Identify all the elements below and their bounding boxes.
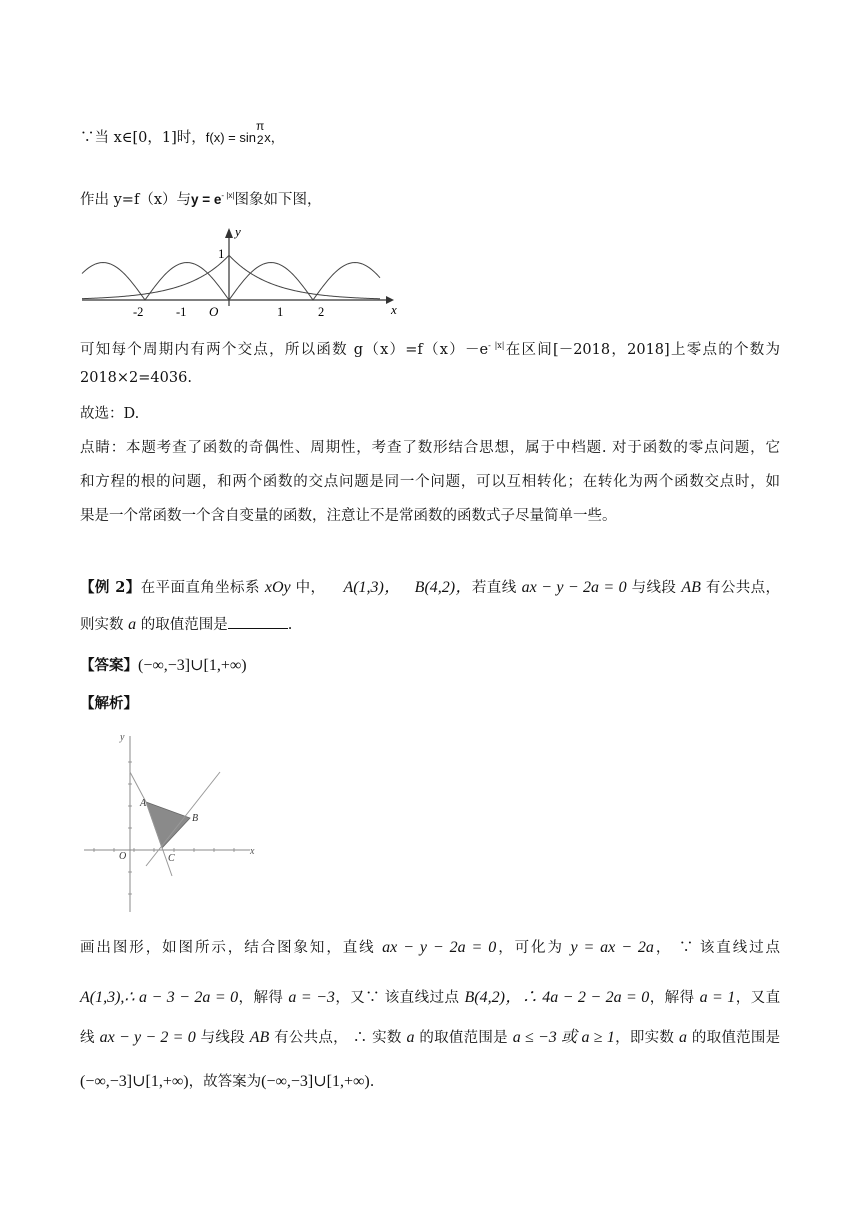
graph-y-label: y <box>235 224 241 239</box>
question-text-g: 的取值范围是 <box>136 617 228 633</box>
solution-line-3 <box>80 1028 780 1048</box>
answer-tag: 【答案】 <box>80 657 138 674</box>
graph-tick-1: 1 <box>277 305 284 319</box>
graph-tick-2: 2 <box>318 305 325 319</box>
region-y-label: y <box>120 732 125 743</box>
point-a: A(1,3)， <box>343 579 401 596</box>
solution-text-3a: 线 <box>80 1030 100 1046</box>
solution-var-a-2: a <box>678 1029 687 1046</box>
region-figure <box>80 726 260 916</box>
segment-ab: AB <box>681 579 701 596</box>
solution-line-2 <box>80 988 780 1008</box>
graph-curves <box>82 228 394 306</box>
solution-eq-1: ax − y − 2a = 0 <box>382 939 497 956</box>
solution-eq-5: ax − y − 2 = 0 <box>99 1029 196 1046</box>
conclusion-line-1 <box>80 336 780 360</box>
solution-text-3f: ，即实数 <box>614 1030 679 1046</box>
solution-eq-4: B(4,2)，∴ 4a − 2 − 2a = 0 <box>464 989 650 1006</box>
x-var: x， <box>264 130 284 145</box>
solution-result-2: a = 1 <box>699 989 736 1006</box>
question-text-a: 在平面直角坐标系 <box>140 580 265 596</box>
conclusion-line-2: 2018×2=4036. <box>80 370 192 386</box>
graph-y-arrow <box>225 228 233 238</box>
denominator-two: 2 <box>256 133 264 147</box>
question-text-f: 则实数 <box>80 617 129 633</box>
graph-curve-f <box>82 263 380 300</box>
condition-line <box>80 119 284 148</box>
comment-line-1: 点睛：本题考查了函数的奇偶性、周期性，考查了数形结合思想，属于中档题. 对于函数的零点问题，它 <box>80 440 780 456</box>
solution-answer-2: (−∞,−3]∪[1,+∞) <box>261 1073 370 1090</box>
region-point-c-label: C <box>168 853 175 864</box>
solution-line-1 <box>80 938 780 958</box>
solution-range: a ≤ −3 或 a ≥ 1 <box>512 1029 615 1046</box>
region-x-label: x <box>250 846 255 857</box>
draw-prefix: 作出 y=f（x）与 <box>80 191 191 208</box>
region-origin-label: O <box>119 851 127 862</box>
graph-one-y-label: 1 <box>218 246 225 261</box>
conclusion-exponent: - |x| <box>488 341 505 350</box>
graph-origin-label: O <box>209 304 219 319</box>
graph-tick-neg1: -1 <box>176 305 187 319</box>
solution-text-1c: ， ∵ 该直线过点 <box>653 940 781 956</box>
example-2-tag: 【例 2】 <box>80 579 141 596</box>
graph-tick-neg2: -2 <box>133 305 144 319</box>
solution-text-3d: 的取值范围是 <box>414 1030 513 1046</box>
solution-answer-1: (−∞,−3]∪[1,+∞) <box>80 1073 189 1090</box>
choice-line: 故选：D. <box>80 406 140 422</box>
solution-text-2d: ，又∵ 该直线过点 <box>334 990 465 1006</box>
region-point-a-label: A <box>140 798 147 809</box>
solution-result-1: a = −3 <box>288 989 335 1006</box>
comment-line-3: 果是一个常函数一个含自变量的函数，注意让不是常函数的函数式子尽量简单一些。 <box>80 508 617 524</box>
question-text-c: 若直线 <box>471 580 522 596</box>
region-point-b-label: B <box>192 813 199 824</box>
example-2-question-line-1 <box>80 578 780 598</box>
solution-text-1a: 画出图形，如图所示，结合图象知，直线 <box>80 940 383 956</box>
question-text-e: 有公共点， <box>700 580 781 596</box>
line-equation: ax − y − 2a = 0 <box>521 579 627 596</box>
solution-text-4b: ，故答案为 <box>188 1074 262 1090</box>
solution-period: . <box>369 1074 375 1090</box>
solution-var-a-1: a <box>406 1029 415 1046</box>
conclusion-text-b: 在区间[－2018，2018]上零点的个数为 <box>504 341 781 358</box>
exp-function: y = e <box>191 191 222 207</box>
f-definition: f(x) = sin <box>205 130 257 145</box>
solution-line-4 <box>80 1072 374 1092</box>
answer-line <box>80 656 247 676</box>
solution-text-2f: ，解得 <box>649 990 700 1006</box>
solution-text-2h: ，又直 <box>735 990 781 1006</box>
shaded-region <box>146 802 190 848</box>
solution-text-1b: ，可化为 <box>496 940 571 956</box>
answer-blank <box>228 614 288 629</box>
answer-value: (−∞,−3]∪[1,+∞) <box>138 657 247 674</box>
solution-eq-3: A(1,3),∴ a − 3 − 2a = 0 <box>80 989 239 1006</box>
draw-suffix: 图象如下图， <box>234 191 322 208</box>
draw-graph-line <box>80 186 321 210</box>
pi-symbol: π <box>256 119 265 133</box>
solution-eq-2: y = ax − 2a <box>570 939 654 956</box>
conclusion-text-a: 可知每个周期内有两个交点，所以函数 g（x）=f（x）－e <box>80 341 489 358</box>
solution-text-3g: 的取值范围是 <box>686 1030 781 1046</box>
analysis-tag: 【解析】 <box>80 695 138 712</box>
solution-text-3c: 有公共点， ∴ 实数 <box>269 1030 407 1046</box>
example-2-question-line-2 <box>80 614 292 635</box>
question-period: . <box>287 617 293 633</box>
question-text-d: 与线段 <box>626 580 682 596</box>
var-a: a <box>128 616 137 633</box>
graph-x-label: x <box>391 302 397 317</box>
xoy-symbol: xOy <box>264 579 291 596</box>
condition-prefix: ∵当 x∈[0，1]时， <box>80 130 206 146</box>
solution-text-2b: ，解得 <box>238 990 289 1006</box>
region-shapes <box>84 736 250 912</box>
exp-exponent: - |x| <box>221 191 235 200</box>
solution-text-3b: 与线段 <box>195 1030 250 1046</box>
solution-segment-ab: AB <box>249 1029 270 1046</box>
function-graph-figure <box>80 218 410 322</box>
point-b: B(4,2)， <box>414 579 472 596</box>
question-text-b: 中， <box>290 580 326 596</box>
comment-line-2: 和方程的根的问题，和两个函数的交点问题是同一个问题，可以互相转化；在转化为两个函数交点时，如 <box>80 474 780 490</box>
